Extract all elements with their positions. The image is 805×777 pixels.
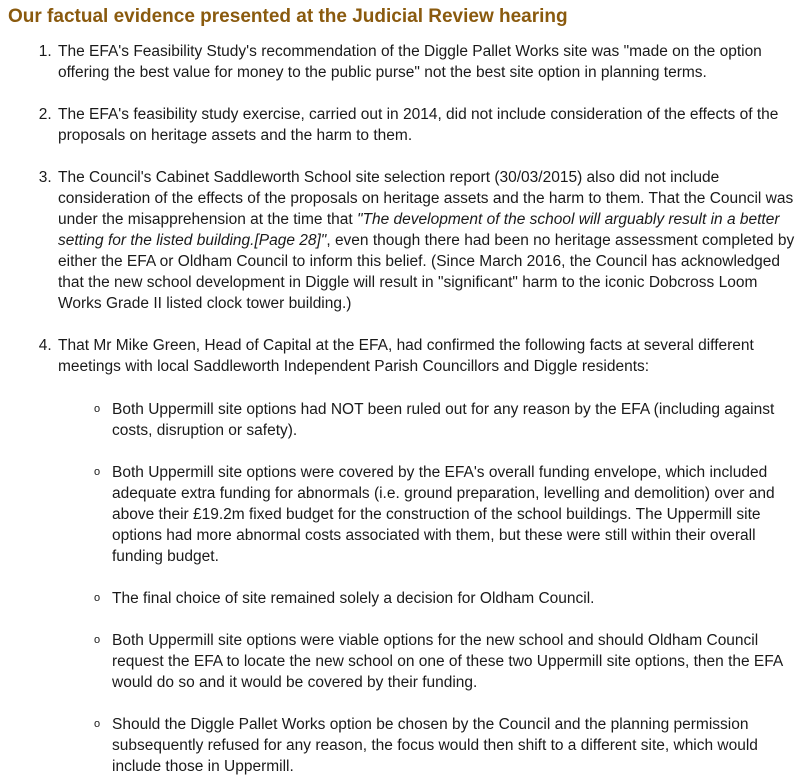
evidence-item-text-before: The Council's Cabinet Saddleworth School site selection report (30/03/2015) also did not include consideration of the effects of the proposals on heritage assets and the harm to them. That the Council was under the misapprehension at the time that bbox=[58, 169, 794, 228]
hollow-bullet-icon: o bbox=[94, 592, 101, 604]
evidence-item-2 bbox=[56, 104, 795, 146]
evidence-list bbox=[8, 41, 795, 777]
confirmed-facts-list bbox=[58, 399, 795, 777]
hollow-bullet-icon: o bbox=[94, 718, 101, 730]
confirmed-fact-text: Both Uppermill site options were viable options for the new school and should Oldham Council request the EFA to locate the new school on one of these two Uppermill site options, then the EFA would do so and it would be covered by their funding. bbox=[112, 632, 783, 691]
confirmed-fact-text: Both Uppermill site options had NOT been ruled out for any reason by the EFA (including against costs, disruption or safety). bbox=[112, 401, 775, 439]
evidence-item-text: The EFA's feasibility study exercise, carried out in 2014, did not include consideration of the effects of the proposals on heritage assets and the harm to them. bbox=[58, 106, 779, 144]
evidence-item-text: The EFA's Feasibility Study's recommendation of the Diggle Pallet Works site was "made on the option offering the best value for money to the public purse" not the best site option in planning terms. bbox=[58, 43, 762, 81]
evidence-item-text: That Mr Mike Green, Head of Capital at the EFA, had confirmed the following facts at several different meetings with local Saddleworth Independent Parish Councillors and Diggle residents: bbox=[58, 337, 754, 375]
hollow-bullet-icon: o bbox=[94, 634, 101, 646]
hollow-bullet-icon: o bbox=[94, 403, 101, 415]
confirmed-fact-item bbox=[94, 630, 795, 693]
evidence-item-4 bbox=[56, 335, 795, 777]
confirmed-fact-item bbox=[94, 462, 795, 567]
confirmed-fact-item bbox=[94, 714, 795, 777]
confirmed-fact-text: Should the Diggle Pallet Works option be chosen by the Council and the planning permission subsequently refused for any reason, the focus would then shift to a different site, which would include those in Uppermill. bbox=[112, 716, 758, 775]
confirmed-fact-text: The final choice of site remained solely a decision for Oldham Council. bbox=[112, 590, 595, 607]
evidence-item-quote: "The development of the school will arguably result in a better setting for the listed building.[Page 28]" bbox=[58, 211, 780, 249]
confirmed-fact-item bbox=[94, 399, 795, 441]
evidence-item-text-after: , even though there had been no heritage assessment completed by either the EFA or Oldham Council to inform this belief. (Since March 2016, the Council has acknowledged that the new school development in Diggle will result in "significant" harm to the iconic Dobcross Loom Works Grade II listed clock tower building.) bbox=[58, 232, 795, 312]
hollow-bullet-icon: o bbox=[94, 466, 101, 478]
confirmed-fact-text: Both Uppermill site options were covered by the EFA's overall funding envelope, which included adequate extra funding for abnormals (i.e. ground preparation, levelling and demolition) over and above their £19.2m fixed budget for the construction of the school buildings. The Uppermill site options had more abnormal costs associated with them, but these were still within their overall funding budget. bbox=[112, 464, 775, 565]
evidence-item-1 bbox=[56, 41, 795, 83]
evidence-item-3 bbox=[56, 167, 795, 314]
page-heading: Our factual evidence presented at the Judicial Review hearing bbox=[8, 6, 568, 27]
confirmed-fact-item bbox=[94, 588, 795, 609]
